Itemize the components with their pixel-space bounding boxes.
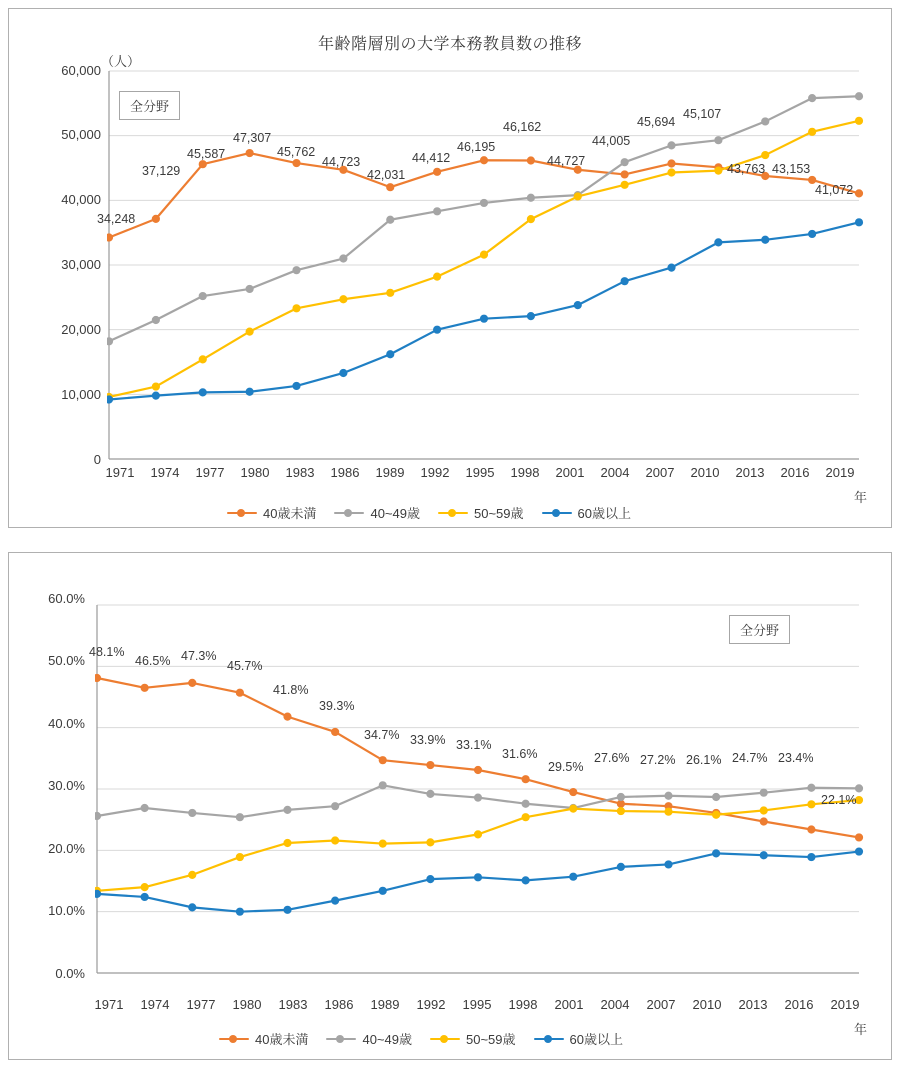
x-tick-top-10: 2001 xyxy=(555,465,585,480)
legend-item-top-1[interactable] xyxy=(334,503,420,522)
x-tick-bottom-10: 2001 xyxy=(554,997,584,1012)
unit-label-top: （人） xyxy=(101,54,141,69)
x-axis-label-top: 年 xyxy=(854,490,868,505)
line-chart-top xyxy=(107,65,867,465)
y-tick-bottom-0: 60.0% xyxy=(48,591,85,606)
data-label-top-1: 37,129 xyxy=(142,164,181,178)
x-tick-bottom-7: 1992 xyxy=(416,997,446,1012)
legend-label-top-0: 40歳未満 xyxy=(263,506,317,521)
legend-marker-icon-1 xyxy=(334,507,364,519)
data-label-bottom-13: 26.1% xyxy=(686,753,722,767)
x-tick-top-0: 1971 xyxy=(105,465,135,480)
legend-item-top-3[interactable] xyxy=(542,503,631,522)
data-label-top-13: 45,107 xyxy=(683,107,722,121)
x-tick-top-15: 2016 xyxy=(780,465,810,480)
y-tick-top-0: 60,000 xyxy=(61,63,101,78)
x-tick-top-3: 1980 xyxy=(240,465,270,480)
x-tick-top-8: 1995 xyxy=(465,465,495,480)
x-tick-top-7: 1992 xyxy=(420,465,450,480)
x-tick-bottom-2: 1977 xyxy=(186,997,216,1012)
legend-label-bottom-3: 60歳以上 xyxy=(569,1032,623,1047)
legend-marker-icon-0 xyxy=(219,1033,249,1045)
x-tick-bottom-14: 2013 xyxy=(738,997,768,1012)
data-label-top-5: 44,723 xyxy=(322,155,361,169)
legend-item-bottom-1[interactable] xyxy=(326,1029,412,1048)
data-label-bottom-14: 24.7% xyxy=(732,751,768,765)
x-tick-bottom-4: 1983 xyxy=(278,997,308,1012)
x-tick-bottom-3: 1980 xyxy=(232,997,262,1012)
x-tick-top-16: 2019 xyxy=(825,465,855,480)
data-label-top-2: 45,587 xyxy=(187,147,226,161)
data-label-bottom-7: 33.9% xyxy=(410,733,446,747)
x-tick-bottom-6: 1989 xyxy=(370,997,400,1012)
legend-bottom xyxy=(219,1029,623,1048)
legend-marker-icon-3 xyxy=(542,507,572,519)
legend-label-top-2: 50~59歳 xyxy=(473,506,524,521)
plot-area-top xyxy=(107,65,867,465)
x-tick-top-5: 1986 xyxy=(330,465,360,480)
data-label-top-9: 46,162 xyxy=(503,120,542,134)
data-label-top-10: 44,727 xyxy=(547,154,586,168)
legend-label-bottom-1: 40~49歳 xyxy=(362,1032,412,1047)
legend-item-bottom-0[interactable] xyxy=(219,1029,308,1048)
legend-label-bottom-0: 40歳未満 xyxy=(255,1032,309,1047)
chart-panel-top xyxy=(8,8,892,528)
data-label-bottom-10: 29.5% xyxy=(548,760,584,774)
x-tick-top-9: 1998 xyxy=(510,465,540,480)
y-tick-top-4: 20,000 xyxy=(61,322,101,337)
data-label-top-0: 34,248 xyxy=(97,212,136,226)
data-label-bottom-8: 33.1% xyxy=(456,738,492,752)
x-tick-bottom-15: 2016 xyxy=(784,997,814,1012)
legend-label-top-1: 40~49歳 xyxy=(370,506,420,521)
data-label-top-8: 46,195 xyxy=(457,140,496,154)
x-tick-bottom-12: 2007 xyxy=(646,997,676,1012)
legend-marker-icon-2 xyxy=(430,1033,460,1045)
data-label-top-6: 42,031 xyxy=(367,168,406,182)
data-label-top-7: 44,412 xyxy=(412,151,451,165)
y-tick-bottom-6: 0.0% xyxy=(55,966,85,981)
x-tick-top-6: 1989 xyxy=(375,465,405,480)
y-tick-top-3: 30,000 xyxy=(61,257,101,272)
data-label-top-3: 47,307 xyxy=(233,131,272,145)
y-tick-top-2: 40,000 xyxy=(61,192,101,207)
data-label-top-14: 43,763 xyxy=(727,162,766,176)
data-label-bottom-2: 47.3% xyxy=(181,649,217,663)
data-label-top-15: 43,153 xyxy=(772,162,811,176)
data-label-bottom-12: 27.2% xyxy=(640,753,676,767)
page-title-top: 年齢階層別の大学本務教員数の推移 xyxy=(317,36,582,53)
legend-marker-icon-2 xyxy=(438,507,468,519)
legend-marker-icon-0 xyxy=(227,507,257,519)
x-tick-bottom-9: 1998 xyxy=(508,997,538,1012)
data-label-bottom-4: 41.8% xyxy=(273,683,309,697)
x-tick-bottom-1: 1974 xyxy=(140,997,170,1012)
data-label-top-12: 45,694 xyxy=(637,115,676,129)
x-tick-top-12: 2007 xyxy=(645,465,675,480)
x-tick-top-4: 1983 xyxy=(285,465,315,480)
y-tick-bottom-5: 10.0% xyxy=(48,903,85,918)
y-tick-bottom-2: 40.0% xyxy=(48,716,85,731)
data-label-bottom-9: 31.6% xyxy=(502,747,538,761)
legend-marker-icon-3 xyxy=(534,1033,564,1045)
x-tick-top-11: 2004 xyxy=(600,465,630,480)
data-label-top-11: 44,005 xyxy=(592,134,631,148)
x-axis-label-bottom: 年 xyxy=(854,1022,868,1037)
legend-top xyxy=(227,503,631,522)
field-badge-top: 全分野 xyxy=(119,91,180,120)
legend-item-bottom-3[interactable] xyxy=(534,1029,623,1048)
legend-item-bottom-2[interactable] xyxy=(430,1029,516,1048)
data-label-bottom-0: 48.1% xyxy=(89,645,125,659)
data-label-bottom-3: 45.7% xyxy=(227,659,263,673)
y-tick-bottom-1: 50.0% xyxy=(48,653,85,668)
legend-item-top-0[interactable] xyxy=(227,503,316,522)
chart-panel-bottom xyxy=(8,552,892,1060)
data-label-bottom-1: 46.5% xyxy=(135,654,171,668)
x-tick-bottom-13: 2010 xyxy=(692,997,722,1012)
y-tick-bottom-3: 30.0% xyxy=(48,778,85,793)
x-tick-top-2: 1977 xyxy=(195,465,225,480)
legend-item-top-2[interactable] xyxy=(438,503,524,522)
x-tick-top-1: 1974 xyxy=(150,465,180,480)
data-label-bottom-11: 27.6% xyxy=(594,751,630,765)
data-label-bottom-16: 22.1% xyxy=(821,793,857,807)
x-tick-bottom-5: 1986 xyxy=(324,997,354,1012)
x-tick-top-14: 2013 xyxy=(735,465,765,480)
x-tick-bottom-0: 1971 xyxy=(94,997,124,1012)
y-tick-top-5: 10,000 xyxy=(61,387,101,402)
legend-marker-icon-1 xyxy=(326,1033,356,1045)
legend-label-top-3: 60歳以上 xyxy=(577,506,631,521)
x-tick-bottom-8: 1995 xyxy=(462,997,492,1012)
data-label-bottom-15: 23.4% xyxy=(778,751,814,765)
x-tick-bottom-11: 2004 xyxy=(600,997,630,1012)
legend-label-bottom-2: 50~59歳 xyxy=(465,1032,516,1047)
data-label-bottom-5: 39.3% xyxy=(319,699,355,713)
data-label-top-4: 45,762 xyxy=(277,145,316,159)
y-tick-bottom-4: 20.0% xyxy=(48,841,85,856)
y-tick-top-1: 50,000 xyxy=(61,127,101,142)
x-tick-bottom-16: 2019 xyxy=(830,997,860,1012)
y-tick-top-6: 0 xyxy=(93,452,101,467)
x-tick-top-13: 2010 xyxy=(690,465,720,480)
data-label-bottom-6: 34.7% xyxy=(364,728,400,742)
field-badge-bottom: 全分野 xyxy=(729,615,790,644)
data-label-top-16: 41,072 xyxy=(815,183,854,197)
